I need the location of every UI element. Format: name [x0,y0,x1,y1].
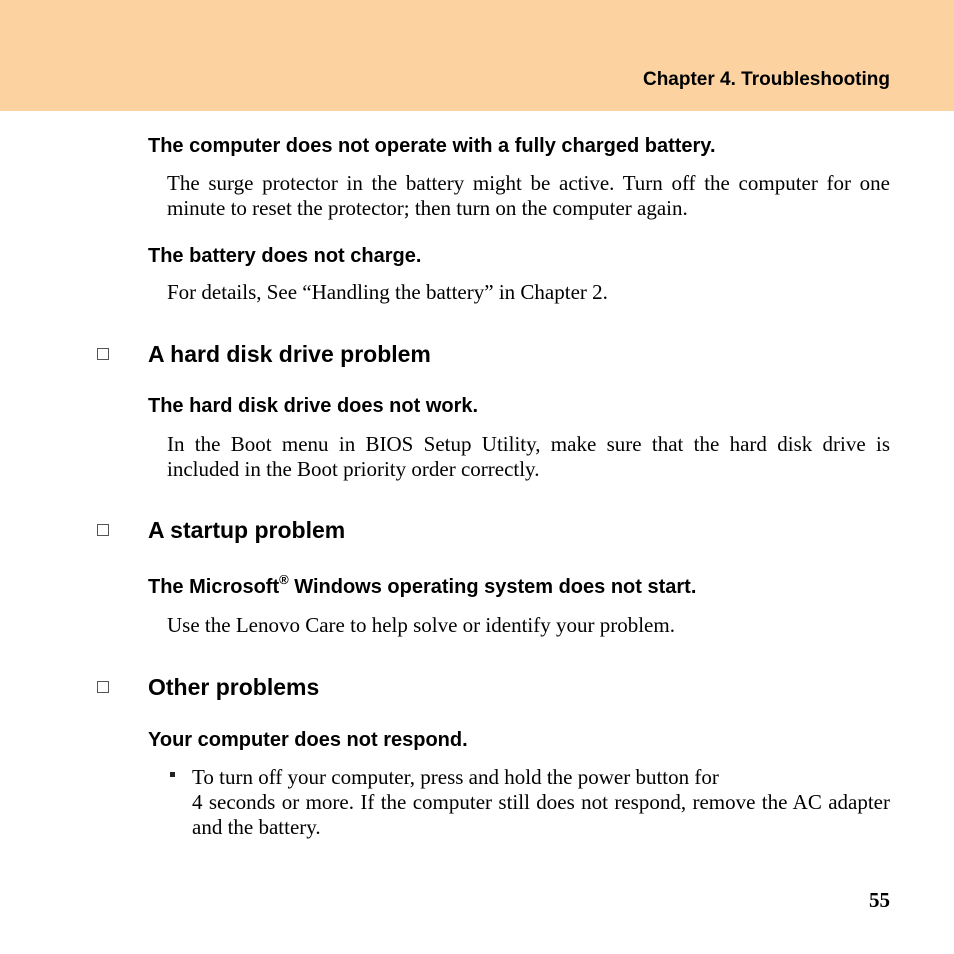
list-bullet-icon [170,772,175,777]
page-number: 55 [869,888,890,912]
other-section-title: Other problems [148,674,320,700]
section-bullet-icon [97,524,109,536]
battery-charge-heading: The battery does not charge. [148,245,422,267]
respond-bullet-line1: To turn off your computer, press and hold the power button for [192,765,719,789]
respond-bullet-text [192,765,890,840]
chapter-title: Chapter 4. Troubleshooting [642,69,890,90]
startup-heading-post: Windows operating system does not start. [288,576,697,598]
respond-heading: Your computer does not respond. [148,729,468,751]
registered-mark: ® [279,572,289,587]
respond-bullet-rest: 4 seconds or more. If the computer still does not respond, remove the AC adapter and the battery. [192,790,890,839]
hdd-heading: The hard disk drive does not work. [148,395,479,417]
hdd-text: In the Boot menu in BIOS Setup Utility, make sure that the hard disk drive is included in the Boot priority order correctly. [167,432,890,481]
section-bullet-icon [97,681,109,693]
section-bullet-icon [97,348,109,360]
battery-operate-text: The surge protector in the battery might be active. Turn off the computer for one minute to reset the protector; then turn on the computer again. [167,171,890,220]
startup-section-title: A startup problem [148,517,346,543]
startup-heading-pre: The Microsoft [148,576,280,598]
chapter-header-band [0,0,954,111]
startup-text: Use the Lenovo Care to help solve or identify your problem. [167,613,675,637]
hdd-section-title: A hard disk drive problem [148,341,431,367]
battery-charge-text: For details, See “Handling the battery” in Chapter 2. [167,280,608,304]
battery-operate-heading: The computer does not operate with a fully charged battery. [148,135,716,157]
startup-heading [148,572,697,599]
